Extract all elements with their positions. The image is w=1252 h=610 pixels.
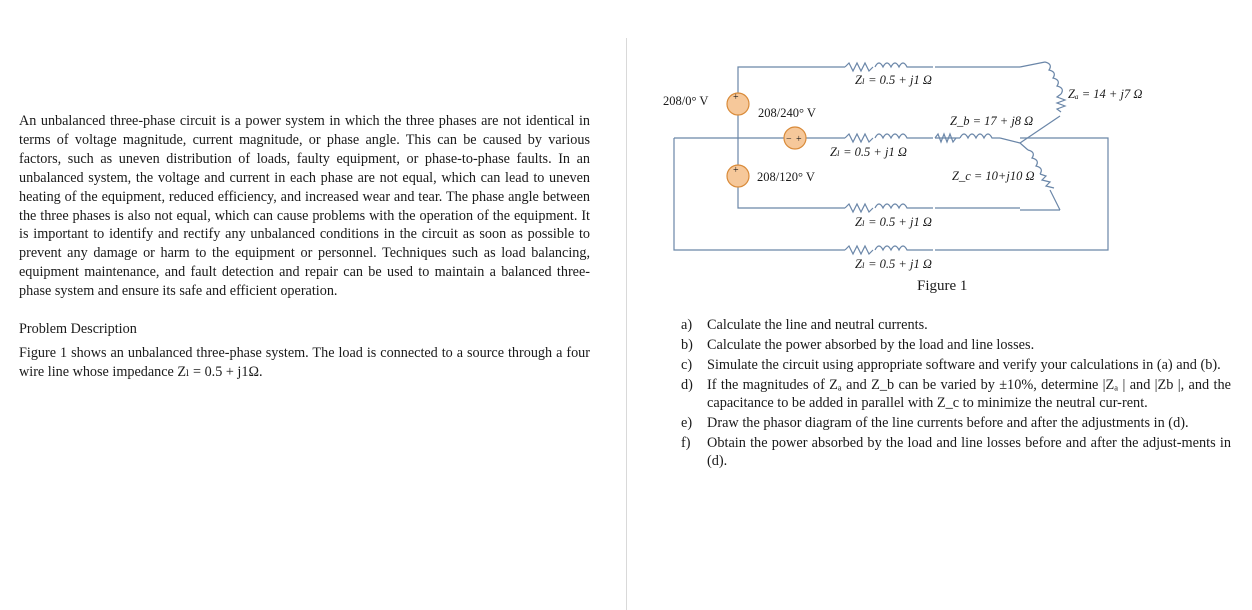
resistor-symbol	[845, 134, 873, 142]
problem-heading: Problem Description	[19, 321, 137, 338]
inductor-symbol	[875, 63, 933, 67]
inductor-symbol	[875, 204, 933, 208]
resistor-symbol	[1040, 174, 1054, 188]
line-impedance-label: Zₗ = 0.5 + j1 Ω	[855, 257, 932, 271]
minus-sign: −	[786, 134, 792, 145]
resistor-symbol	[845, 246, 873, 254]
list-item	[681, 336, 1231, 354]
list-item	[681, 414, 1231, 432]
load-b-label: Z_b = 17 + j8 Ω	[950, 114, 1034, 128]
inductor-symbol	[875, 134, 933, 138]
question-text: If the magnitudes of Zₐ and Z_b can be varied by ±10%, determine |Zₐ | and |Zb |, and the capacitance to be added in parallel with Z_c to minimize the neutral cur-rent.	[707, 377, 1231, 411]
source-b-label: 208/240° V	[758, 106, 816, 120]
load-c-label: Z_c = 10+j10 Ω	[952, 169, 1035, 183]
list-item	[681, 316, 1231, 334]
list-item	[681, 434, 1231, 470]
resistor-symbol	[1057, 94, 1065, 112]
resistor-symbol	[845, 63, 873, 71]
circuit-figure	[626, 0, 1252, 300]
source-c	[727, 165, 749, 187]
inductor-symbol	[875, 246, 933, 250]
inductor-symbol	[960, 134, 1000, 138]
question-label: f)	[681, 435, 691, 451]
plus-sign: +	[796, 134, 802, 145]
list-item	[681, 376, 1231, 412]
line-impedance-label: Zₗ = 0.5 + j1 Ω	[855, 215, 932, 229]
source-a	[727, 92, 749, 115]
question-label: e)	[681, 415, 693, 431]
left-column	[19, 112, 590, 382]
inductor-symbol	[1045, 62, 1062, 94]
source-b	[784, 127, 806, 149]
plus-sign: +	[733, 165, 739, 176]
question-text: Calculate the power absorbed by the load and line losses.	[707, 337, 1035, 353]
source-a-label: 208/0° V	[663, 94, 709, 108]
resistor-symbol	[845, 204, 873, 212]
question-label: c)	[681, 357, 693, 373]
question-text: Simulate the circuit using appropriate software and verify your calculations in (a) and (b).	[707, 357, 1221, 373]
question-text: Draw the phasor diagram of the line currents before and after the adjustments in (d).	[707, 415, 1189, 431]
line-impedance-label: Zₗ = 0.5 + j1 Ω	[830, 145, 907, 159]
question-label: d)	[681, 377, 693, 393]
plus-sign: +	[733, 92, 739, 103]
question-text: Calculate the line and neutral currents.	[707, 317, 928, 333]
problem-text: Figure 1 shows an unbalanced three-phase system. The load is connected to a source through a four wire line whose impedance Zₗ = 0.5 + j1Ω.	[19, 344, 590, 380]
load-a-label: Zₐ = 14 + j7 Ω	[1068, 87, 1143, 101]
question-text: Obtain the power absorbed by the load and line losses before and after the adjust-ments in (d).	[707, 435, 1231, 469]
figure-caption: Figure 1	[917, 278, 968, 294]
question-label: a)	[681, 317, 693, 333]
line-impedance-label: Zₗ = 0.5 + j1 Ω	[855, 73, 932, 87]
list-item	[681, 356, 1231, 374]
intro-paragraph: An unbalanced three-phase circuit is a power system in which the three phases are not identical in terms of voltage magnitude, current magnitude, or phase angle. This can be caused by various factors, such as uneven distribution of loads, faulty equipment, or phase-to-phase faults. In an unbalanced system, the voltage and current in each phase are not equal, which can lead to uneven heating of the equipment, reduced efficiency, and increased wear and tear. The phase angle between the three phases is also not equal, which can cause problems with the operation of the equipment. It is important to identify and rectify any unbalanced conditions in the circuit as soon as possible to prevent any damage or harm to the equipment or personnel. Techniques such as load balancing, equipment maintenance, and fault detection and repair can be used to maintain a balanced three-phase system and ensure its safe and efficient operation.	[19, 113, 590, 300]
question-list	[681, 316, 1231, 472]
question-label: b)	[681, 337, 693, 353]
source-c-label: 208/120° V	[757, 170, 815, 184]
